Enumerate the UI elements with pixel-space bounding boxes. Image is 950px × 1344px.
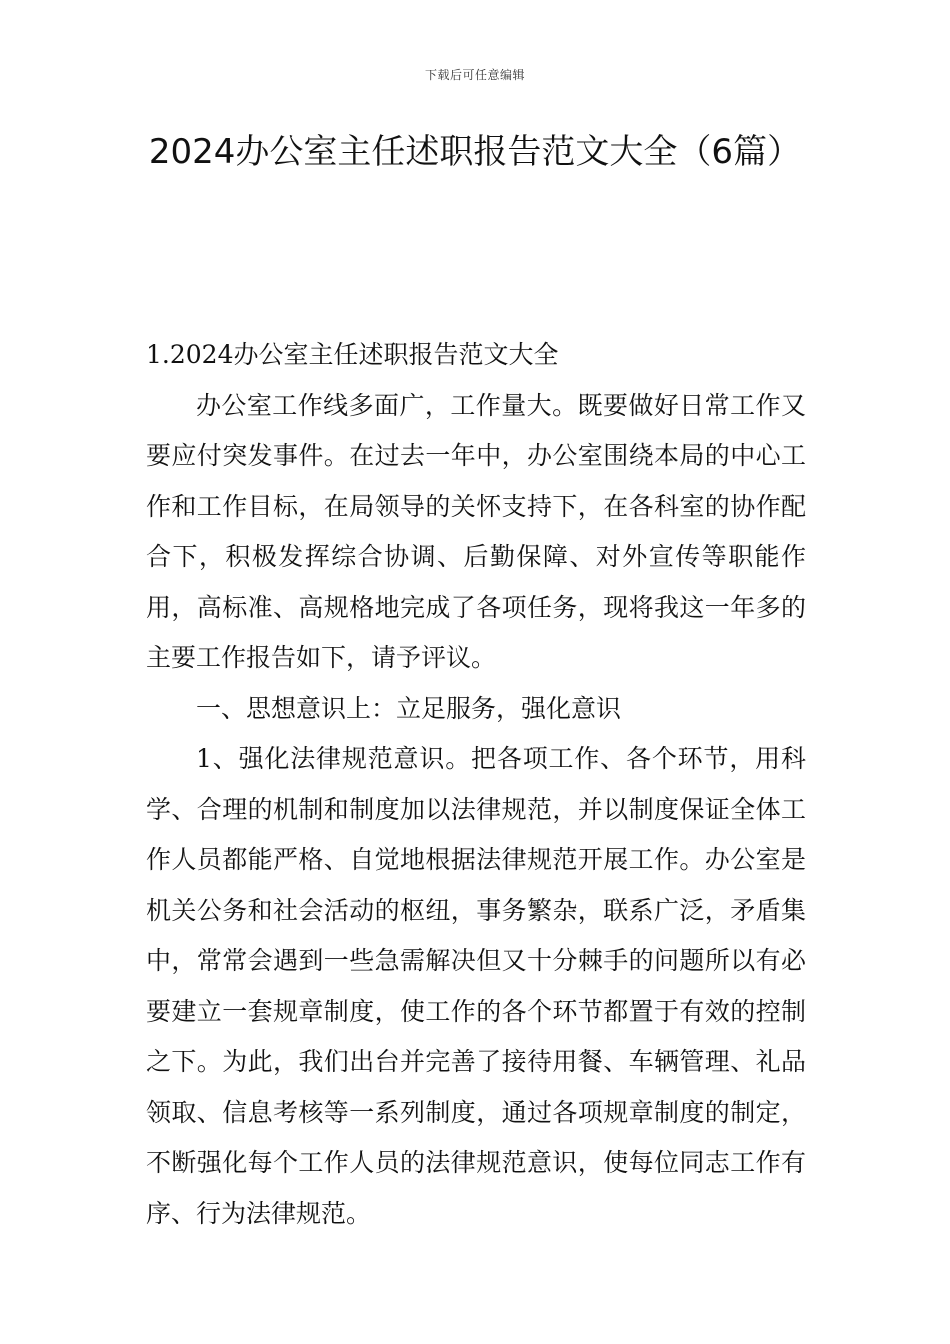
body-paragraph-intro: 办公室工作线多面广，工作量大。既要做好日常工作又要应付突发事件。在过去一年中，办公室围绕本局的中心工作和工作目标，在局领导的关怀支持下，在各科室的协作配合下，积极发挥综合协调、后勤保障、对外宣传等职能作用，高标准、高规格地完成了各项任务，现将我这一年多的主要工作报告如下，请予评议。 bbox=[146, 390, 806, 672]
body-paragraph-legal-awareness: 1、强化法律规范意识。把各项工作、各个环节，用科学、合理的机制和制度加以法律规范，并以制度保证全体工作人员都能严格、自觉地根据法律规范开展工作。办公室是机关公务和社会活动的枢纽，事务繁杂，联系广泛，矛盾集中，常常会遇到一些急需解决但又十分棘手的问题所以有必要建立一套规章制度，使工作的各个环节都置于有效的控制之下。为此，我们出台并完善了接待用餐、车辆管理、礼品领取、信息考核等一系列制度，通过各项规章制度的制定，不断强化每个工作人员的法律规范意识，使每位同志工作有序、行为法律规范。 bbox=[146, 744, 806, 1228]
body-paragraph-subheading: 一、思想意识上：立足服务，强化意识 bbox=[196, 693, 622, 723]
header-note: 下载后可任意编辑 bbox=[424, 68, 525, 82]
document-body bbox=[146, 330, 806, 1239]
document-title: 2024办公室主任述职报告范文大全（6篇） bbox=[148, 132, 802, 172]
section-heading: 1.2024办公室主任述职报告范文大全 bbox=[146, 340, 559, 369]
